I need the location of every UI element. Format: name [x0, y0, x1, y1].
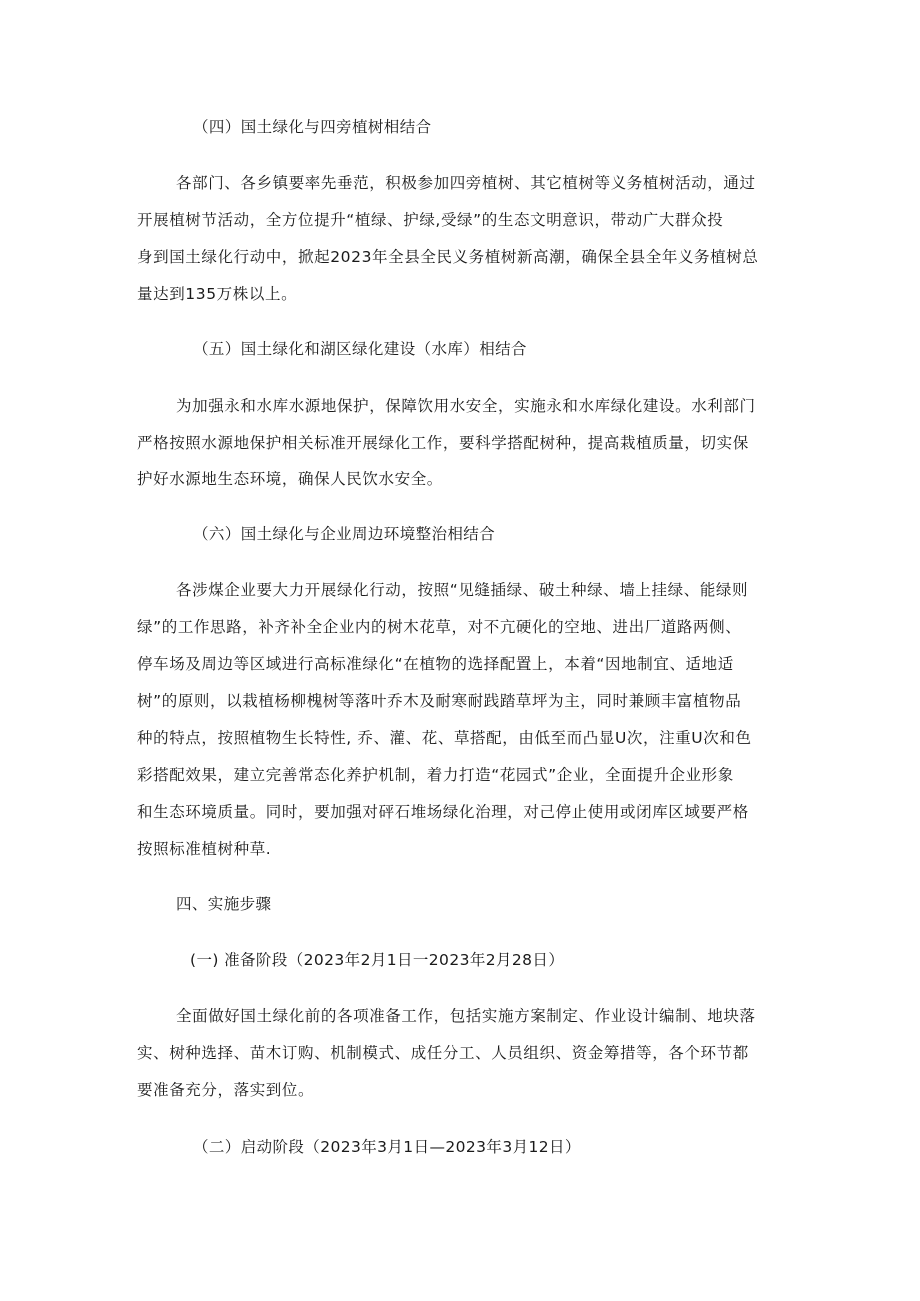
section-heading-4: （四）国土绿化与四旁植树相结合 — [193, 118, 432, 136]
paragraph-line: 彩搭配效果，建立完善常态化养护机制，着力打造“花园式”企业，全面提升企业形象 — [137, 766, 734, 784]
paragraph-line: 树”的原则，以栽植杨柳槐树等落叶乔木及耐寒耐践踏草坪为主，同时兼顾丰富植物品 — [137, 692, 742, 710]
paragraph-line: 全面做好国土绿化前的各项准备工作，包括实施方案制定、作业设计编制、地块落 — [176, 1007, 756, 1025]
paragraph-line: 各涉煤企业要大力开展绿化行动，按照“见缝插绿、破土种绿、墙上挂绿、能绿则 — [176, 581, 749, 599]
paragraph-line: 种的特点，按照植物生长特性, 乔、灌、花、草搭配，由低至而凸显U次，注重U次和色 — [137, 729, 752, 747]
paragraph-line: 身到国土绿化行动中，掀起2023年全县全民义务植树新高潮，确保全县全年义务植树总 — [137, 248, 759, 266]
section-heading-6: （六）国土绿化与企业周边环境整治相结合 — [193, 525, 496, 543]
section-heading-5: （五）国土绿化和湖区绿化建设（水库）相结合 — [193, 340, 527, 358]
paragraph-line: 按照标准植树种草. — [137, 840, 272, 858]
paragraph-line: 要准备充分，落实到位。 — [137, 1081, 315, 1099]
paragraph-line: 开展植树节活动，全方位提升“植绿、护绿,受绿”的生态文明意识，带动广大群众投 — [137, 211, 724, 229]
paragraph-line: 停车场及周边等区域进行高标准绿化“在植物的选择配置上，本着“因地制宜、适地适 — [137, 655, 734, 673]
paragraph-line: 护好水源地生态环境，确保人民饮水安全。 — [137, 470, 443, 488]
paragraph-line: 严格按照水源地保护相关标准开展绿化工作，要科学搭配树种，提高栽植质量，切实保 — [137, 434, 749, 452]
paragraph-line: 量达到135万株以上。 — [137, 285, 298, 303]
paragraph-line: 和生态环境质量。同时，要加强对砰石堆场绿化治理，对己停止使用或闭库区域要严格 — [137, 803, 749, 821]
stage-heading-1: (一) 准备阶段（2023年2月1日一2023年2月28日） — [190, 951, 565, 969]
paragraph-line: 实、树种选择、苗木订购、机制模式、成任分工、人员组织、资金筹措等，各个环节都 — [137, 1044, 749, 1062]
paragraph-line: 绿”的工作思路，补齐补全企业内的树木花草，对不亢硬化的空地、进出厂道路两侧、 — [137, 618, 742, 636]
paragraph-line: 各部门、各乡镇要率先垂范，积极参加四旁植树、其它植树等义务植树活动，通过 — [176, 174, 756, 192]
paragraph-line: 为加强永和水库水源地保护，保障饮用水安全，实施永和水库绿化建设。水利部门 — [176, 397, 756, 415]
stage-heading-2: （二）启动阶段（2023年3月1日—2023年3月12日） — [193, 1138, 581, 1156]
part-heading: 四、实施步骤 — [176, 895, 272, 913]
